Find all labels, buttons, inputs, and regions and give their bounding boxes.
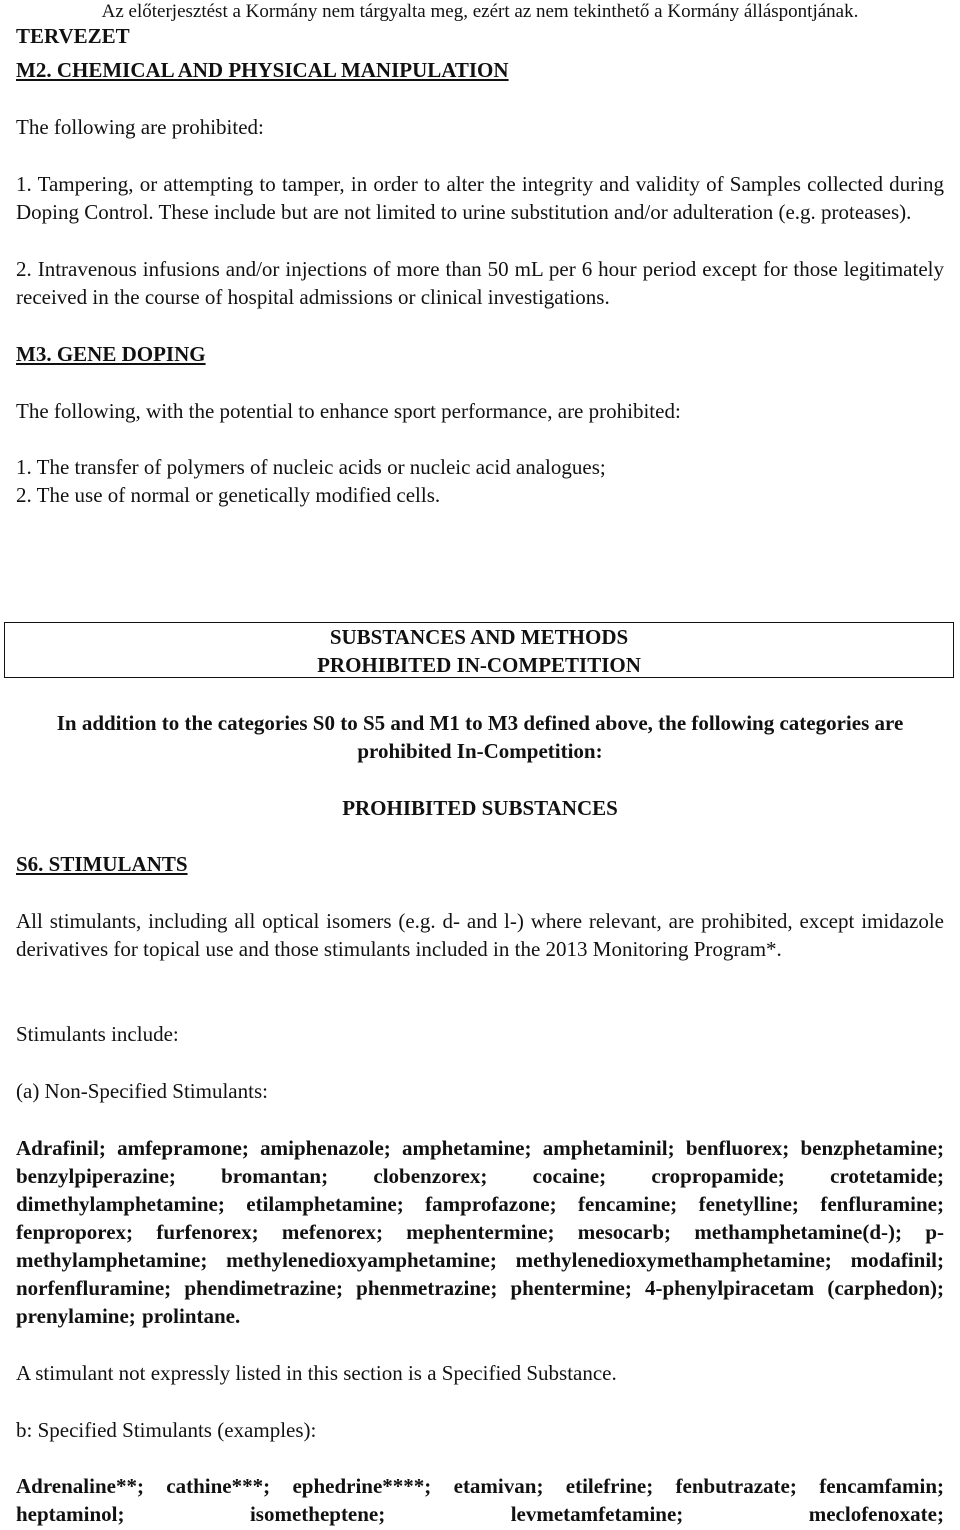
m3-item-2: 2. The use of normal or genetically modified cells.: [16, 483, 441, 507]
s6-paragraph: All stimulants, including all optical isomers (e.g. d- and l-) where relevant, are prohibited, except imidazole derivatives for topical use and those stimulants included in the 2013 Monitoring Program*.: [16, 909, 944, 961]
m2-item-2: 2. Intravenous infusions and/or injections of more than 50 mL per 6 hour period except for those legitimately received in the course of hospital admissions or clinical investigations.: [16, 257, 944, 309]
m2-item-1: 1. Tampering, or attempting to tamper, in order to alter the integrity and validity of Samples collected during Doping Control. These include but are not limited to urine substitution and/or adulteration (e.g. proteases).: [16, 172, 944, 224]
m2-intro: The following are prohibited:: [16, 115, 264, 139]
m3-heading: M3. GENE DOPING: [16, 342, 206, 366]
section-title-line-2: PROHIBITED IN-COMPETITION: [317, 653, 641, 677]
non-specified-label: (a) Non-Specified Stimulants:: [16, 1079, 268, 1103]
draft-label: TERVEZET: [16, 24, 130, 48]
m3-item-1: 1. The transfer of polymers of nucleic acids or nucleic acid analogues;: [16, 455, 606, 479]
stimulants-include: Stimulants include:: [16, 1022, 179, 1046]
s6-heading: S6. STIMULANTS: [16, 852, 188, 876]
specified-label: b: Specified Stimulants (examples):: [16, 1418, 317, 1442]
section-title-box: [4, 622, 954, 678]
section-title-line-1: SUBSTANCES AND METHODS: [329, 625, 629, 649]
non-specified-list: Adrafinil; amfepramone; amiphenazole; amphetamine; amphetaminil; benfluorex; benzphetamine; benzylpiperazine; bromantan; clobenzorex; cocaine; cropropamide; crotetamide; dimethylamphetamine; etilamphetamine; famprofazone; fencamine; fenetylline; fenfluramine; fenproporex; furfenorex; mefenorex; mephentermine; mesocarb; methamphetamine(d-); p-methylamphetamine; methylenedioxyamphetamine; methylenedioxymethamphetamine; modafinil; norfenfluramine; phendimetrazine; phenmetrazine; phentermine; 4-phenylpiracetam (carphedon); prenylamine; prolintane.: [16, 1136, 944, 1328]
m2-heading: M2. CHEMICAL AND PHYSICAL MANIPULATION: [16, 58, 509, 82]
prohibited-substances-heading: PROHIBITED SUBSTANCES: [342, 796, 618, 820]
specified-list: Adrenaline**; cathine***; ephedrine****; etamivan; etilefrine; fenbutrazate; fencamfamin; heptaminol; isometheptene; levmetamfetamine; meclofenoxate;: [16, 1474, 944, 1526]
m3-intro: The following, with the potential to enhance sport performance, are prohibited:: [16, 399, 681, 423]
specified-substance-note: A stimulant not expressly listed in this section is a Specified Substance.: [16, 1361, 617, 1385]
in-competition-intro: In addition to the categories S0 to S5 and M1 to M3 defined above, the following categories are prohibited In-Competition:: [56, 711, 904, 763]
disclaimer-banner: Az előterjesztést a Kormány nem tárgyalta meg, ezért az nem tekinthető a Kormány álláspontjának.: [101, 1, 859, 22]
